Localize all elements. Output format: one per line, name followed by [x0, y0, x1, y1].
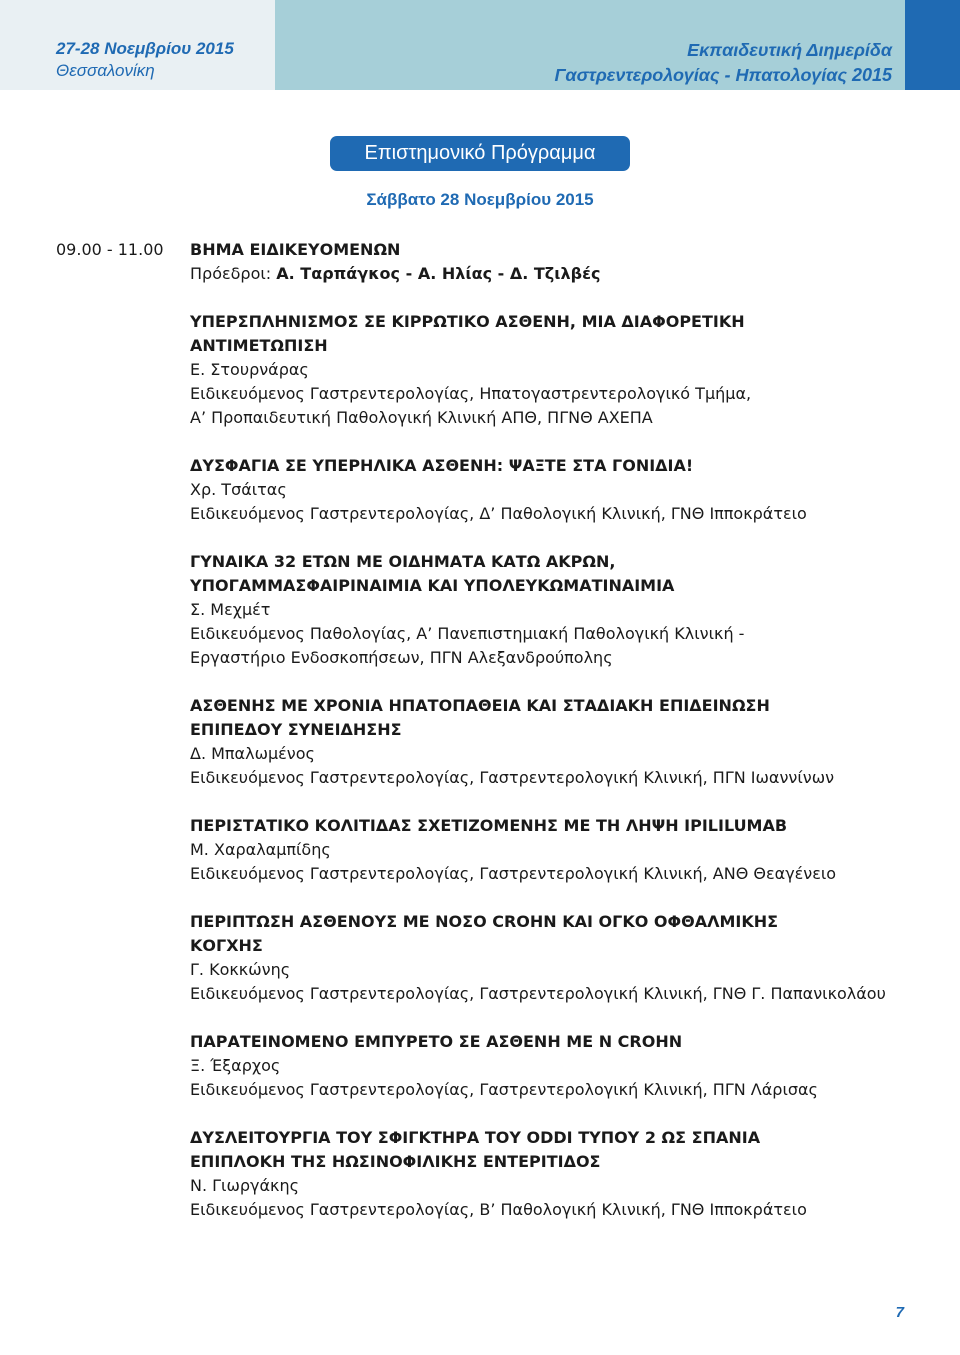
talk-item [190, 550, 910, 670]
header-date-block [56, 38, 234, 82]
talk-title: ΑΣΘΕΝΗΣ ΜΕ ΧΡΟΝΙΑ ΗΠΑΤΟΠΑΘΕΙΑ ΚΑΙ ΣΤΑΔΙΑΚΗ ΕΠΙΔΕΙΝΩΣΗ [190, 696, 770, 715]
talk-title: ΠΕΡΙΣΤΑΤΙΚΟ ΚΟΛΙΤΙΔΑΣ ΣΧΕΤΙΖΟΜΕΝΗΣ ΜΕ ΤΗ ΛΗΨΗ IPILILUMAB [190, 816, 788, 835]
talk-item [190, 910, 910, 1006]
talk-affiliation: Ειδικευόμενος Γαστρεντερολογίας, Γαστρεντερολογική Κλινική, ΠΓΝ Ιωαννίνων [190, 768, 835, 787]
chairs-label: Πρόεδροι: [190, 264, 277, 283]
program-label: Επιστημονικό Πρόγραμμα [330, 136, 630, 171]
talk-speaker: Δ. Μπαλωμένος [190, 744, 315, 763]
talk-title: ΔΥΣΦΑΓΙΑ ΣΕ ΥΠΕΡΗΛΙΚΑ ΑΣΘΕΝΗ: ΨΑΞΤΕ ΣΤΑ ΓΟΝΙΔΙΑ! [190, 456, 694, 475]
talk-affiliation: Ειδικευόμενος Γαστρεντερολογίας, Β’ Παθολογική Κλινική, ΓΝΘ Ιπποκράτειο [190, 1200, 807, 1219]
talk-item [190, 814, 910, 886]
session-time: 09.00 - 11.00 [56, 240, 164, 259]
talk-speaker: Ε. Στουρνάρας [190, 360, 309, 379]
talk-item [190, 1030, 910, 1102]
header-event-title: Εκπαιδευτική Διημερίδα [687, 40, 892, 60]
talk-affiliation: Ειδικευόμενος Γαστρεντερολογίας, Δ’ Παθολογική Κλινική, ΓΝΘ Ιπποκράτειο [190, 504, 807, 523]
talk-affiliation: Ειδικευόμενος Γαστρεντερολογίας, Γαστρεντερολογική Κλινική, ΓΝΘ Γ. Παπανικολάου [190, 984, 886, 1003]
talk-speaker: Ν. Γιωργάκης [190, 1176, 299, 1195]
header-dates: 27-28 Νοεμβρίου 2015 [56, 39, 234, 58]
day-title: Σάββατο 28 Νοεμβρίου 2015 [366, 190, 594, 209]
talk-affiliation: Α’ Προπαιδευτική Παθολογική Κλινική ΑΠΘ, ΠΓΝΘ ΑΧΕΠΑ [190, 408, 653, 427]
talk-item [190, 694, 910, 790]
page-number: 7 [895, 1304, 904, 1321]
talk-item [190, 310, 910, 430]
talk-title: ΠΕΡΙΠΤΩΣΗ ΑΣΘΕΝΟΥΣ ΜΕ ΝΟΣΟ CROHN ΚΑΙ ΟΓΚΟ ΟΦΘΑΛΜΙΚΗΣ [190, 912, 779, 931]
talk-title: ΥΠΟΓΑΜΜΑΣΦΑΙΡΙΝΑΙΜΙΑ ΚΑΙ ΥΠΟΛΕΥΚΩΜΑΤΙΝΑΙΜΙΑ [190, 576, 675, 595]
talk-speaker: Γ. Κοκκώνης [190, 960, 291, 979]
header-event-subtitle: Γαστρεντερολογίας - Ηπατολογίας 2015 [554, 65, 892, 85]
talk-affiliation: Ειδικευόμενος Γαστρεντερολογίας, Γαστρεντερολογική Κλινική, ΑΝΘ Θεαγένειο [190, 864, 837, 883]
talk-affiliation: Ειδικευόμενος Γαστρεντερολογίας, Ηπατογαστρεντερολογικό Τμήμα, [190, 384, 752, 403]
talk-title: ΠΑΡΑΤΕΙΝΟΜΕΝΟ ΕΜΠΥΡΕΤΟ ΣΕ ΑΣΘΕΝΗ ΜΕ Ν CROHN [190, 1032, 683, 1051]
talk-item [190, 1126, 910, 1222]
talk-affiliation: Εργαστήριο Ενδοσκοπήσεων, ΠΓΝ Αλεξανδρούπολης [190, 648, 613, 667]
session-title: ΒΗΜΑ ΕΙΔΙΚΕΥΟΜΕΝΩΝ [190, 240, 401, 259]
header-city: Θεσσαλονίκη [56, 61, 155, 80]
talk-speaker: Μ. Χαραλαμπίδης [190, 840, 331, 859]
talk-speaker: Ξ. Έξαρχος [190, 1056, 281, 1075]
header-event-block [554, 38, 892, 88]
program-content [190, 238, 910, 1222]
talk-affiliation: Ειδικευόμενος Γαστρεντερολογίας, Γαστρεντερολογική Κλινική, ΠΓΝ Λάρισας [190, 1080, 818, 1099]
talk-title: ΓΥΝΑΙΚΑ 32 ΕΤΩΝ ΜΕ ΟΙΔΗΜΑΤΑ ΚΑΤΩ ΑΚΡΩΝ, [190, 552, 616, 571]
talk-title: ΚΟΓΧΗΣ [190, 936, 263, 955]
talk-speaker: Χρ. Τσάιτας [190, 480, 287, 499]
talk-title: ΕΠΙΠΛΟΚΗ ΤΗΣ ΗΩΣΙΝΟΦΙΛΙΚΗΣ ΕΝΤΕΡΙΤΙΔΟΣ [190, 1152, 601, 1171]
talk-affiliation: Ειδικευόμενος Παθολογίας, Α’ Πανεπιστημιακή Παθολογική Κλινική - [190, 624, 745, 643]
talk-list [190, 310, 910, 1222]
talk-title: ΕΠΙΠΕΔΟΥ ΣΥΝΕΙΔΗΣΗΣ [190, 720, 402, 739]
talk-title: ΑΝΤΙΜΕΤΩΠΙΣΗ [190, 336, 328, 355]
talk-title: ΥΠΕΡΣΠΛΗΝΙΣΜΟΣ ΣΕ ΚΙΡΡΩΤΙΚΟ ΑΣΘΕΝΗ, ΜΙΑ ΔΙΑΦΟΡΕΤΙΚΗ [190, 312, 745, 331]
session-chairs [190, 262, 910, 286]
talk-item [190, 454, 910, 526]
talk-speaker: Σ. Μεχμέτ [190, 600, 271, 619]
talk-title: ΔΥΣΛΕΙΤΟΥΡΓΙΑ ΤΟΥ ΣΦΙΓΚΤΗΡΑ ΤΟΥ ODDI ΤΥΠΟΥ 2 ΩΣ ΣΠΑΝΙΑ [190, 1128, 761, 1147]
header-accent-block [905, 0, 960, 90]
chairs-names: Α. Ταρπάγκος - Α. Ηλίας - Δ. Τζιλβές [276, 264, 601, 283]
